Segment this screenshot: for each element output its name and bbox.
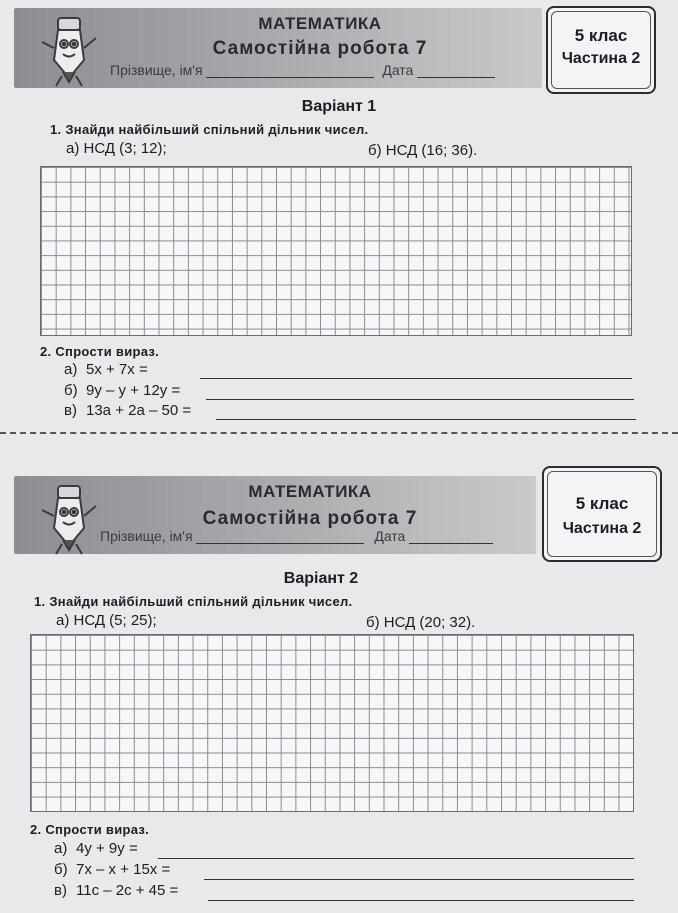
task-2-item-a <box>54 840 138 857</box>
answer-line-c[interactable] <box>216 419 636 420</box>
date-field[interactable] <box>417 66 495 78</box>
name-field[interactable] <box>196 532 364 544</box>
task-1-a: а) НСД (5; 25); <box>56 612 157 629</box>
task-2-item-a <box>64 361 148 378</box>
expression: 5x + 7x = <box>86 361 148 378</box>
task-2-label: 2. Спрости вираз. <box>40 344 160 359</box>
item-mark: б) <box>54 861 68 878</box>
grade-label: 5 клас <box>574 26 628 45</box>
item-mark: а) <box>64 361 78 378</box>
expression: 9y – y + 12y = <box>86 382 181 399</box>
name-label: Прізвище, ім'я <box>100 528 193 544</box>
expression: 13a + 2a – 50 = <box>86 402 192 419</box>
expression: 4y + 9y = <box>76 840 138 857</box>
answer-grid[interactable] <box>30 634 634 812</box>
task-1-label: 1. Знайди найбільший спільний дільник чисел. <box>50 122 369 137</box>
task-2-item-c <box>64 402 191 419</box>
date-label: Дата <box>382 62 414 78</box>
date-field[interactable] <box>409 532 493 544</box>
task-2-item-b <box>54 861 170 878</box>
answer-grid[interactable] <box>40 166 632 336</box>
date-label: Дата <box>374 528 406 544</box>
name-date-row <box>100 528 493 544</box>
grade-badge <box>546 6 656 94</box>
variant-title: Варіант 1 <box>301 98 377 115</box>
item-mark: в) <box>54 882 67 899</box>
task-2-item-c <box>54 882 178 899</box>
name-field[interactable] <box>206 66 374 78</box>
expression: 11c – 2c + 45 = <box>76 882 179 899</box>
subject-title: МАТЕМАТИКА <box>248 482 372 501</box>
item-mark: б) <box>64 382 78 399</box>
work-title: Самостійна робота 7 <box>212 38 428 59</box>
grade-label: 5 клас <box>575 494 629 513</box>
task-1-a: а) НСД (3; 12); <box>66 140 167 157</box>
task-1-label: 1. Знайди найбільший спільний дільник чисел. <box>34 594 353 609</box>
name-date-row <box>110 62 495 78</box>
task-2-label: 2. Спрости вираз. <box>30 822 150 837</box>
answer-line-b[interactable] <box>206 399 634 400</box>
work-title: Самостійна робота 7 <box>202 508 418 529</box>
item-mark: а) <box>54 840 68 857</box>
name-label: Прізвище, ім'я <box>110 62 203 78</box>
pencil-mascot-icon <box>36 480 102 556</box>
task-2-item-b <box>64 382 180 399</box>
variant-title: Варіант 2 <box>283 570 359 587</box>
answer-line-a[interactable] <box>158 858 634 859</box>
grade-badge <box>542 466 662 562</box>
subject-title: МАТЕМАТИКА <box>258 14 382 33</box>
cut-line <box>0 432 678 434</box>
task-1-b: б) НСД (20; 32). <box>366 614 476 631</box>
answer-line-c[interactable] <box>208 900 634 901</box>
item-mark: в) <box>64 402 77 419</box>
worksheet-variant-1 <box>0 0 678 440</box>
answer-line-a[interactable] <box>200 378 632 379</box>
part-label: Частина 2 <box>562 520 642 537</box>
answer-line-b[interactable] <box>204 879 634 880</box>
task-1-b: б) НСД (16; 36). <box>368 142 478 159</box>
pencil-mascot-icon <box>36 12 102 88</box>
part-label: Частина 2 <box>561 50 641 67</box>
expression: 7x – x + 15x = <box>76 861 171 878</box>
worksheet-variant-2 <box>0 462 678 913</box>
